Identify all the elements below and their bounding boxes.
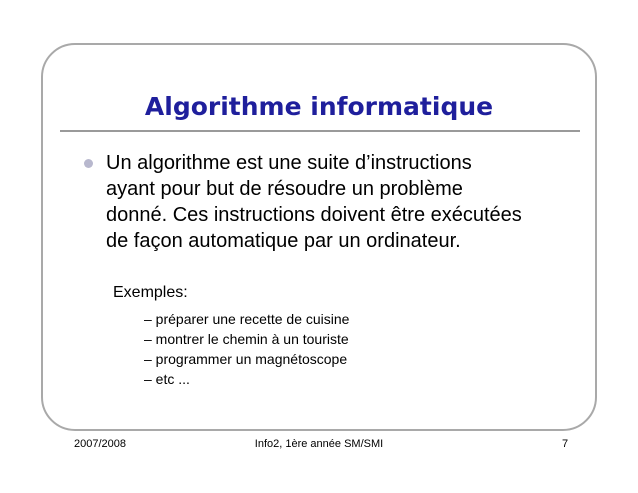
bullet-dot-icon <box>84 159 93 168</box>
examples-list <box>144 309 349 389</box>
example-item: – montrer le chemin à un touriste <box>144 331 349 347</box>
bullet-line: donné. Ces instructions doivent être exécutées <box>106 204 522 226</box>
page-number: 7 <box>562 438 569 450</box>
bullet-line: de façon automatique par un ordinateur. <box>106 230 461 252</box>
title-underline <box>60 130 580 132</box>
examples-heading: Exemples: <box>113 284 188 301</box>
example-item: – préparer une recette de cuisine <box>144 311 350 327</box>
footer-year: 2007/2008 <box>74 438 126 450</box>
bullet-paragraph <box>106 150 596 254</box>
example-item: – programmer un magnétoscope <box>144 351 348 367</box>
bullet-line: Un algorithme est une suite d’instructions <box>106 152 472 174</box>
bullet-line: ayant pour but de résoudre un problème <box>106 178 463 200</box>
footer-course: Info2, 1ère année SM/SMI <box>254 438 384 450</box>
slide-title: Algorithme informatique <box>144 92 494 121</box>
example-item: – etc ... <box>144 371 190 387</box>
